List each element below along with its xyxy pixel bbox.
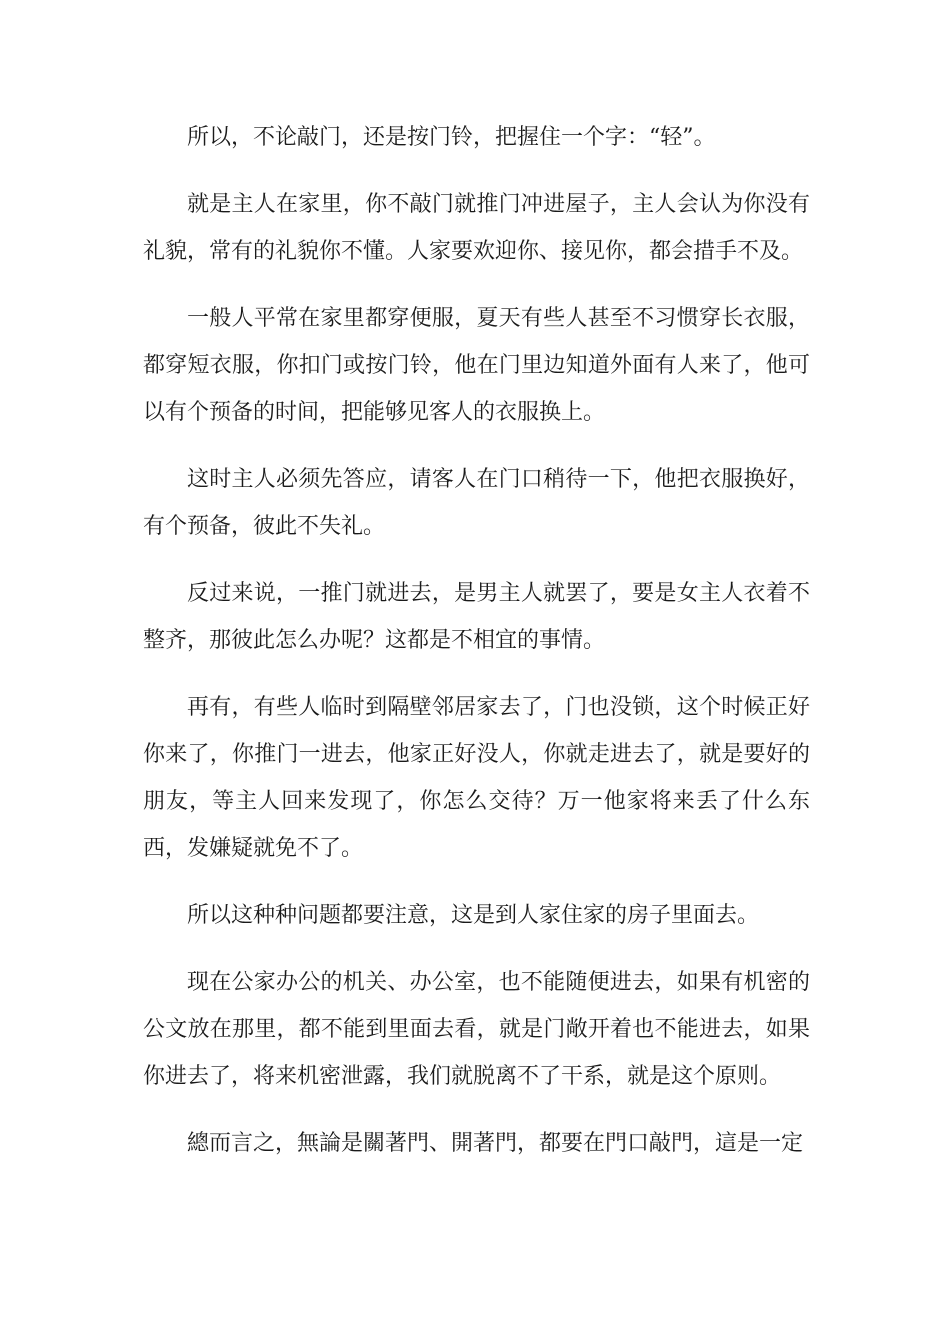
paragraph-9: 總而言之，無論是關著門、開著門，都要在門口敲門，這是一定 [187,1131,804,1156]
paragraph-1: 所以，不论敲门，还是按门铃，把握住一个字：“轻”。 [187,125,716,150]
paragraph-4: 这时主人必须先答应，请客人在门口稍待一下，他把衣服换好，有个预备，彼此不失礼。 [143,467,810,539]
paragraph-2: 就是主人在家里，你不敲门就推门冲进屋子，主人会认为你没有礼貌，常有的礼貌你不懂。人家要欢迎你、接见你，都会措手不及。 [143,192,810,264]
paragraph-3: 一般人平常在家里都穿便服，夏天有些人甚至不习惯穿长衣服，都穿短衣服，你扣门或按门铃，他在门里边知道外面有人来了，他可以有个预备的时间，把能够见客人的衣服换上。 [143,306,810,425]
paragraph-8: 现在公家办公的机关、办公室，也不能随便进去，如果有机密的公文放在那里，都不能到里面去看，就是门敞开着也不能进去，如果你进去了，将来机密泄露，我们就脱离不了干系，就是这个原则。 [143,970,810,1089]
paragraph-7: 所以这种种问题都要注意，这是到人家住家的房子里面去。 [187,903,760,928]
paragraph-6: 再有，有些人临时到隔壁邻居家去了，门也没锁，这个时候正好你来了，你推门一进去，他家正好没人，你就走进去了，就是要好的朋友，等主人回来发现了，你怎么交待？万一他家将来丢了什么东西，发嫌疑就免不了。 [143,695,810,861]
paragraph-5: 反过来说，一推门就进去，是男主人就罢了，要是女主人衣着不整齐，那彼此怎么办呢？这都是不相宜的事情。 [143,581,810,653]
document-body [143,114,810,1187]
